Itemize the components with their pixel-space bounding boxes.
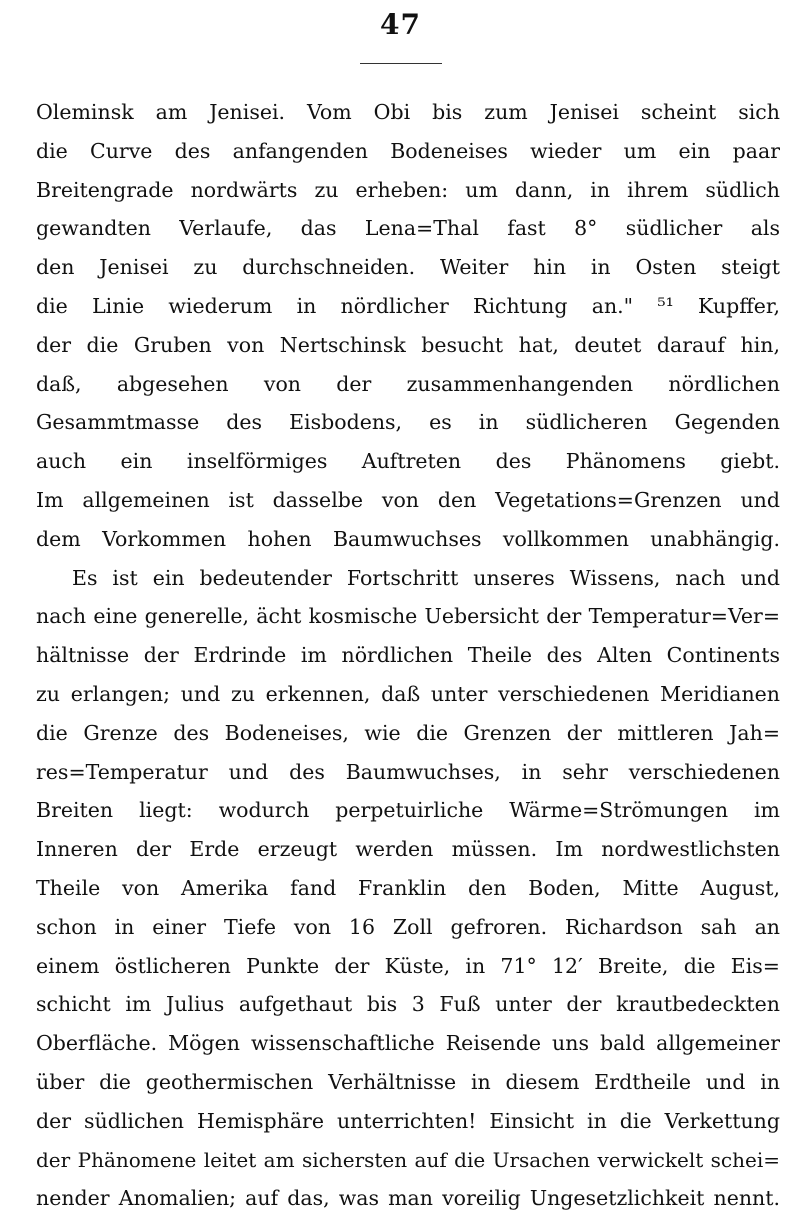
text-line: Theile von Amerika fand Franklin den Boden, Mitte August, bbox=[36, 875, 780, 900]
text-line: Breiten liegt: wodurch perpetuirliche Wärme=Strömungen im bbox=[36, 798, 780, 823]
text-line: nach eine generelle, ächt kosmische Uebersicht der Temperatur=Ver= bbox=[36, 604, 780, 629]
text-line: daß, abgesehen von der zusammenhangenden nördlichen bbox=[36, 371, 780, 396]
text-line: der die Gruben von Nertschinsk besucht hat, deutet darauf hin, bbox=[36, 332, 780, 357]
text-line: der Phänomene leitet am sichersten auf die Ursachen verwickelt schei= bbox=[36, 1147, 780, 1172]
text-line: hältnisse der Erdrinde im nördlichen Theile des Alten Continents bbox=[36, 643, 780, 668]
text-line: nender Anomalien; auf das, was man voreilig Ungesetzlichkeit nennt. bbox=[36, 1186, 780, 1211]
text-line: Oleminsk am Jenisei. Vom Obi bis zum Jenisei scheint sich bbox=[36, 100, 780, 124]
text-line: Breitengrade nordwärts zu erheben: um dann, in ihrem südlich bbox=[36, 177, 780, 202]
text-line: die Curve des anfangenden Bodeneises wieder um ein paar bbox=[36, 138, 780, 163]
text-line: res=Temperatur und des Baumwuchses, in sehr verschiedenen bbox=[36, 759, 780, 784]
text-line: über die geothermischen Verhältnisse in diesem Erdtheile und in bbox=[36, 1069, 780, 1094]
text-line: den Jenisei zu durchschneiden. Weiter hin in Osten steigt bbox=[36, 255, 780, 280]
text-line: die Linie wiederum in nördlicher Richtung an." ⁵¹ Kupffer, bbox=[36, 293, 780, 318]
text-line: die Grenze des Bodeneises, wie die Grenzen der mittleren Jah= bbox=[36, 720, 780, 745]
text-line: dem Vorkommen hohen Baumwuchses vollkommen unabhängig. bbox=[36, 526, 780, 551]
paragraph-first-line: Es ist ein bedeutender Fortschritt unseres Wissens, nach und bbox=[72, 565, 780, 590]
text-line: zu erlangen; und zu erkennen, daß unter verschiedenen Meridianen bbox=[36, 681, 780, 706]
text-line: der südlichen Hemisphäre unterrichten! Einsicht in die Verkettung bbox=[36, 1108, 780, 1133]
text-line: schicht im Julius aufgethaut bis 3 Fuß unter der krautbedeckten bbox=[36, 992, 780, 1017]
page-number: 47 bbox=[380, 8, 421, 41]
text-line: Inneren der Erde erzeugt werden müssen. Im nordwestlichsten bbox=[36, 837, 780, 862]
body-text bbox=[36, 93, 780, 1218]
text-line: Im allgemeinen ist dasselbe von den Vegetations=Grenzen und bbox=[36, 487, 780, 512]
header-divider bbox=[360, 63, 442, 64]
text-line: schon in einer Tiefe von 16 Zoll gefroren. Richardson sah an bbox=[36, 914, 780, 939]
text-line: einem östlicheren Punkte der Küste, in 71° 12′ Breite, die Eis= bbox=[36, 953, 780, 978]
text-line: auch ein inselförmiges Auftreten des Phänomens giebt. bbox=[36, 449, 780, 474]
text-line: Gesammtmasse des Eisbodens, es in südlicheren Gegenden bbox=[36, 410, 780, 435]
text-line: Oberfläche. Mögen wissenschaftliche Reisende uns bald allgemeiner bbox=[36, 1031, 780, 1056]
text-line: gewandten Verlaufe, das Lena=Thal fast 8° südlicher als bbox=[36, 216, 780, 241]
